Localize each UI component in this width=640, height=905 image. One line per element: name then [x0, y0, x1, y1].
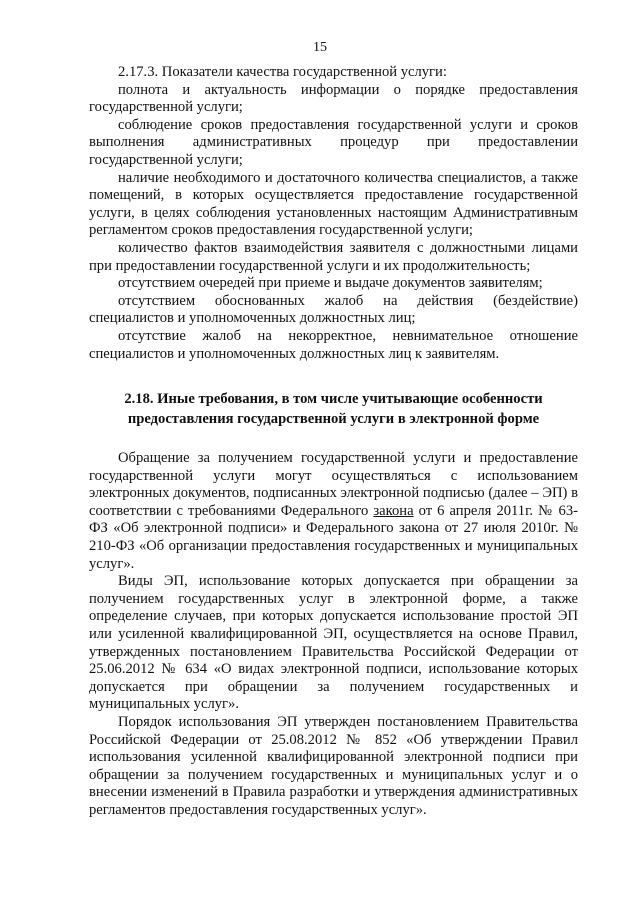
quality-indicator-1: полнота и актуальность информации о порядке предоставления государственной услуги;	[89, 81, 578, 116]
paragraph-electronic-documents	[89, 450, 578, 573]
quality-indicator-6: отсутствием обоснованных жалоб на действия (бездействие) специалистов и уполномоченных должностных лиц;	[89, 292, 578, 327]
section-2-18-heading-line-2: предоставления государственной услуги в электронной форме	[127, 411, 540, 428]
paragraph-signature-procedure: Порядок использования ЭП утвержден постановлением Правительства Российской Федерации от 25.08.2012 № 852 «Об утверждении Правил использования усиленной квалифицированной электронной подписи при обращении за получением государственных и муниципальных услуг и о внесении изменений в Правила разработки и утверждения административных регламентов предоставления государственных услуг».	[89, 714, 578, 818]
paragraph-1-text-end: от 6 апреля 2011г. № 63-ФЗ «Об электронной подписи» и Федерального закона от 27 июля 2010г. № 210-ФЗ «Об организации предоставления государственных и муниципальных услуг».	[89, 502, 578, 572]
page-number: 15	[313, 40, 327, 55]
paragraph-1-text-start: Обращение за получением государственной услуги и предоставление государственной услуги могут осуществляться с использованием электронных документов, подписанных электронной подписью (далее – ЭП) в соответствии с требованиями Федерального	[89, 450, 578, 519]
quality-indicator-4: количество фактов взаимодействия заявителя с должностными лицами при предоставлении государственной услуги и их продолжительность;	[89, 239, 578, 274]
federal-law-link[interactable]: закона	[373, 502, 414, 519]
document-body	[89, 64, 578, 820]
section-2-17-3-title: 2.17.3. Показатели качества государственной услуги:	[118, 64, 447, 80]
quality-indicator-5: отсутствием очередей при приеме и выдаче документов заявителям;	[118, 275, 543, 292]
quality-indicator-3: наличие необходимого и достаточного количества специалистов, а также помещений, в которых осуществляется предоставление государственной услуги, в целях соблюдения установленных настоящим Административным регламентом сроков предоставления государственной услуги;	[89, 169, 578, 239]
paragraph-signature-types: Виды ЭП, использование которых допускается при обращении за получением государственных услуг в электронной форме, а также определение случаев, при которых допускается использование простой ЭП или усиленной квалифицированной ЭП, осуществляется на основе Правил, утвержденных постановлением Правительства Российской Федерации от 25.06.2012 № 634 «О видах электронной подписи, использование которых допускается при обращении за получением государственных и муниципальных услуг».	[89, 573, 578, 713]
quality-indicator-7: отсутствие жалоб на некорректное, невнимательное отношение специалистов и уполномоченных должностных лиц к заявителям.	[89, 327, 578, 362]
section-2-18-heading-line-1: 2.18. Иные требования, в том числе учитывающие особенности	[124, 391, 543, 408]
section-2-18-heading	[89, 389, 578, 429]
quality-indicator-2: соблюдение сроков предоставления государственной услуги и сроков выполнения административных процедур при предоставлении государственной услуги;	[89, 116, 578, 168]
